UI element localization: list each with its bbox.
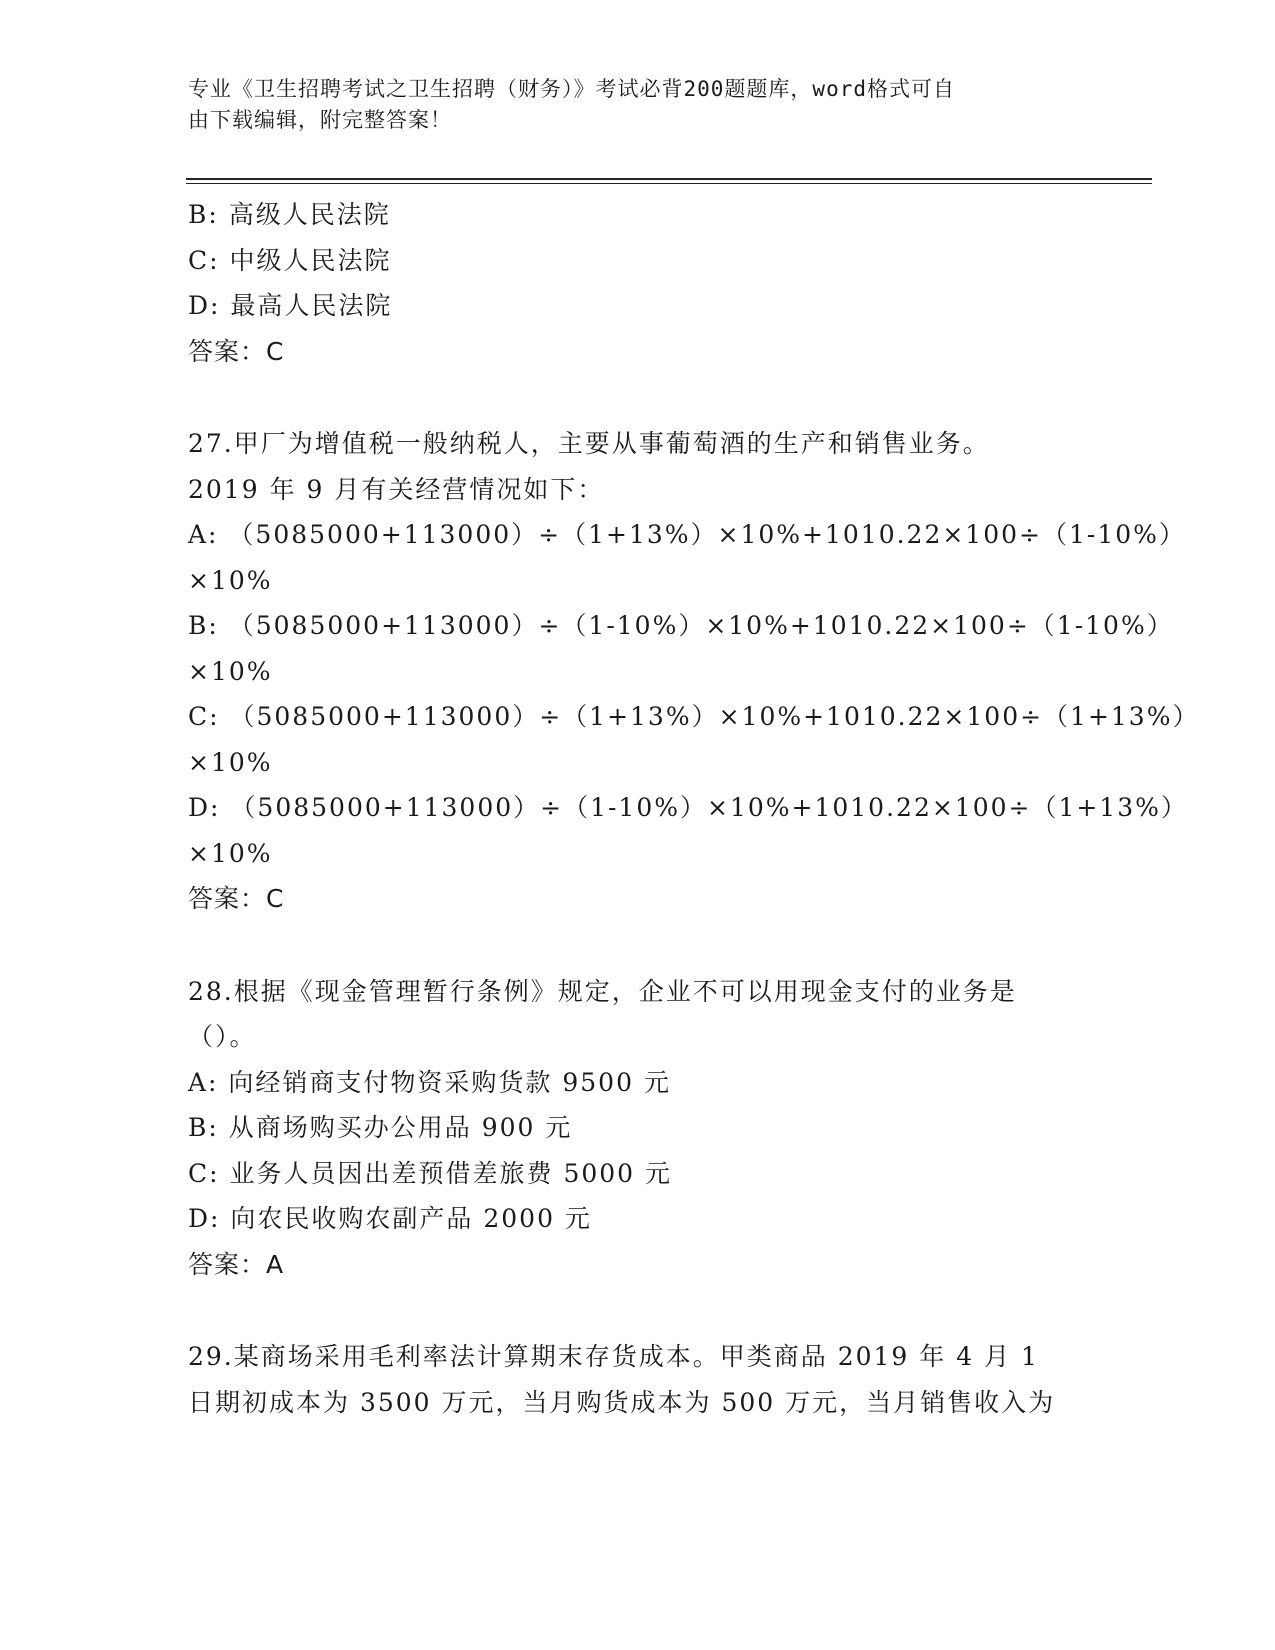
answer: 答案：C bbox=[188, 884, 285, 913]
option-b: B: 从商场购买办公用品 900 元 bbox=[188, 1113, 573, 1142]
spacer bbox=[188, 374, 1088, 421]
option-d: D: 最高人民法院 bbox=[188, 291, 393, 320]
option-c: C: （5085000+113000）÷（1+13%）×10%+1010.22×100÷（1+13%） bbox=[188, 702, 1200, 731]
option-b: B: 高级人民法院 bbox=[188, 200, 391, 229]
question-stem: 28.根据《现金管理暂行条例》规定，企业不可以用现金支付的业务是 bbox=[188, 976, 1017, 1006]
question-28 bbox=[188, 969, 1088, 1288]
option-d: D: 向农民收购农副产品 2000 元 bbox=[188, 1204, 592, 1233]
option-a-cont: ×10% bbox=[188, 565, 273, 595]
question-26-continued bbox=[188, 192, 1088, 374]
question-list bbox=[188, 192, 1200, 1425]
option-d: D: （5085000+113000）÷（1-10%）×10%+1010.22×100÷（1+13%） bbox=[188, 793, 1188, 822]
header-divider-thin bbox=[186, 183, 1152, 184]
option-b-cont: ×10% bbox=[188, 656, 273, 686]
spacer bbox=[188, 922, 1088, 969]
option-c: C: 业务人员因出差预借差旅费 5000 元 bbox=[188, 1158, 673, 1188]
question-stem: 29.某商场采用毛利率法计算期末存货成本。甲类商品 2019 年 4 月 1 bbox=[188, 1342, 1039, 1371]
option-c: C: 中级人民法院 bbox=[188, 245, 392, 275]
question-stem: 27.甲厂为增值税一般纳税人，主要从事葡萄酒的生产和销售业务。 bbox=[188, 429, 990, 458]
question-stem: （）。 bbox=[188, 1022, 257, 1051]
answer: 答案：C bbox=[188, 336, 285, 366]
question-27 bbox=[188, 421, 1200, 922]
option-a: A: 向经销商支付物资采购货款 9500 元 bbox=[188, 1067, 671, 1097]
question-29 bbox=[188, 1334, 1088, 1425]
document-header bbox=[188, 74, 1068, 136]
header-line-2: 由下载编辑，附完整答案！ bbox=[188, 108, 452, 132]
answer: 答案：A bbox=[188, 1249, 285, 1279]
option-a: A: （5085000+113000）÷（1+13%）×10%+1010.22×100÷（1-10%） bbox=[188, 520, 1186, 549]
header-line-1: 专业《卫生招聘考试之卫生招聘（财务）》考试必背200题题库，word格式可自 bbox=[188, 77, 955, 101]
option-c-cont: ×10% bbox=[188, 747, 273, 777]
option-d-cont: ×10% bbox=[188, 838, 273, 868]
header-divider-thick bbox=[186, 178, 1152, 180]
question-stem: 日期初成本为 3500 万元，当月购货成本为 500 万元，当月销售收入为 bbox=[188, 1387, 1056, 1417]
option-b: B: （5085000+113000）÷（1-10%）×10%+1010.22×100÷（1-10%） bbox=[188, 611, 1174, 640]
spacer bbox=[188, 1287, 1088, 1334]
question-stem: 2019 年 9 月有关经营情况如下： bbox=[188, 474, 605, 504]
